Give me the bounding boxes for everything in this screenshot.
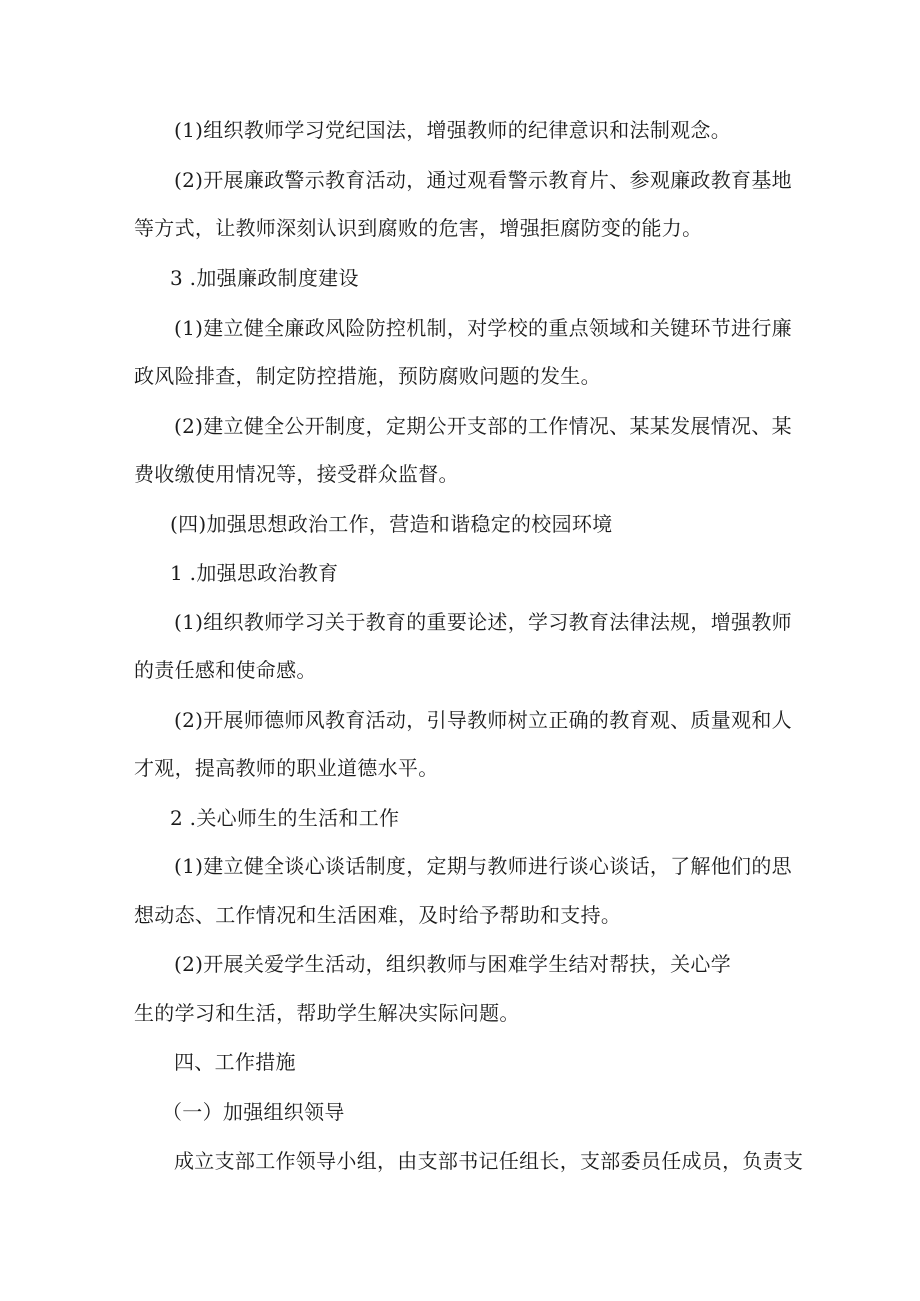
paragraph-line: 生的学习和生活，帮助学生解决实际问题。	[134, 1001, 520, 1025]
paragraph-line: 等方式，让教师深刻认识到腐败的危害，增强拒腐防变的能力。	[134, 216, 703, 240]
paragraph-line: (1)组织教师学习党纪国法，增强教师的纪律意识和法制观念。	[174, 118, 732, 142]
paragraph-line: (2)开展廉政警示教育活动，通过观看警示教育片、参观廉政教育基地	[174, 168, 792, 192]
paragraph-line: 费收缴使用情况等，接受群众监督。	[134, 462, 459, 486]
paragraph-line: (1)建立健全廉政风险防控机制，对学校的重点领域和关键环节进行廉	[174, 316, 792, 340]
paragraph-line: 成立支部工作领导小组，由支部书记任组长，支部委员任成员，负责支	[174, 1149, 804, 1173]
paragraph-line: 才观，提高教师的职业道德水平。	[134, 756, 439, 780]
section-heading: （一）加强组织领导	[162, 1100, 345, 1124]
paragraph-line: (2)开展关爱学生活动，组织教师与困难学生结对帮扶，关心学	[174, 952, 732, 976]
section-heading: 四、工作措施	[174, 1050, 296, 1074]
section-heading: 3 .加强廉政制度建设	[170, 266, 359, 290]
section-heading: 1 .加强思政治教育	[170, 561, 339, 585]
paragraph-line: (2)建立健全公开制度，定期公开支部的工作情况、某某发展情况、某	[174, 414, 792, 438]
section-heading: (四)加强思想政治工作，营造和谐稳定的校园环境	[170, 512, 613, 536]
paragraph-line: (1)建立健全谈心谈话制度，定期与教师进行谈心谈话，了解他们的思	[174, 854, 792, 878]
section-heading: 2 .关心师生的生活和工作	[170, 806, 400, 830]
paragraph-line: 想动态、工作情况和生活困难，及时给予帮助和支持。	[134, 903, 622, 927]
paragraph-line: 的责任感和使命感。	[134, 658, 317, 682]
paragraph-line: (1)组织教师学习关于教育的重要论述，学习教育法律法规，增强教师	[174, 610, 792, 634]
paragraph-line: 政风险排查，制定防控措施，预防腐败问题的发生。	[134, 364, 601, 388]
paragraph-line: (2)开展师德师风教育活动，引导教师树立正确的教育观、质量观和人	[174, 708, 792, 732]
